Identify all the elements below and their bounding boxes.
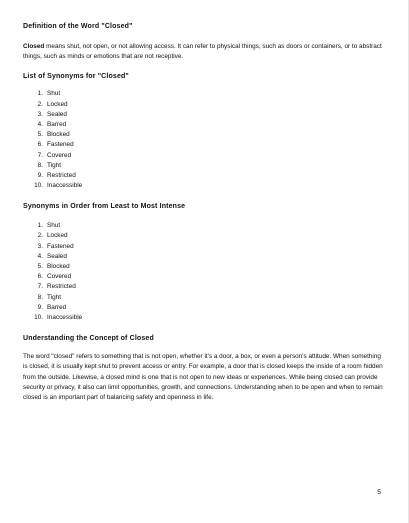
list-item-label: Blocked (47, 131, 70, 139)
list-item-label: Sealed (47, 110, 67, 118)
list-item-number: 5. (37, 263, 43, 271)
list-item (23, 181, 387, 191)
page-content (23, 22, 387, 403)
list-item-label: Fastened (47, 242, 74, 250)
list-item-label: Sealed (47, 252, 67, 260)
list-item-label: Barred (47, 303, 67, 311)
list-item-number: 1. (37, 90, 43, 98)
list-item (23, 242, 387, 252)
list-item-number: 8. (37, 161, 43, 169)
list-item (23, 89, 387, 99)
list-item-number: 7. (37, 283, 43, 291)
list-item-label: Inaccessible (47, 313, 83, 321)
definition-heading: Definition of the Word "Closed" (23, 23, 133, 30)
list-item-number: 2. (37, 100, 43, 108)
list-item-label: Shut (47, 90, 61, 98)
ordered-synonyms-list (23, 221, 387, 323)
list-item-number: 1. (37, 222, 43, 230)
list-item (23, 293, 387, 303)
list-item (23, 262, 387, 272)
list-item-label: Shut (47, 222, 61, 230)
list-item (23, 100, 387, 110)
synonyms-heading: List of Synonyms for "Closed" (23, 73, 129, 81)
synonyms-list (23, 89, 387, 191)
list-item-label: Covered (47, 151, 72, 159)
definition-body: means shut, not open, or not allowing access. It can refer to physical things, such as doors or containers, or to abstract things, such as minds or emotions that are not receptive. (23, 43, 382, 61)
list-item-label: Restricted (47, 283, 76, 291)
page-number: 5 (377, 489, 381, 496)
list-item (23, 140, 387, 150)
list-item-number: 4. (37, 120, 43, 128)
list-item-label: Covered (47, 273, 72, 281)
list-item-label: Locked (47, 232, 68, 240)
list-item (23, 151, 387, 161)
ordered-synonyms-heading: Synonyms in Order from Least to Most Intense (23, 203, 186, 211)
list-item (23, 161, 387, 171)
list-item (23, 110, 387, 120)
list-item-label: Blocked (47, 263, 70, 271)
list-item (23, 252, 387, 262)
list-item-number: 4. (37, 252, 43, 260)
list-item-number: 3. (37, 242, 43, 250)
list-item-number: 9. (37, 303, 43, 311)
list-item (23, 282, 387, 292)
list-item (23, 171, 387, 181)
list-item (23, 130, 387, 140)
list-item-label: Tight (47, 161, 61, 169)
list-item-label: Inaccessible (47, 182, 83, 190)
list-item-number: 10. (34, 182, 43, 190)
list-item-number: 6. (37, 141, 43, 149)
list-item-number: 8. (37, 293, 43, 301)
list-item (23, 120, 387, 130)
list-item (23, 221, 387, 231)
list-item-label: Restricted (47, 171, 76, 179)
list-item-label: Locked (47, 100, 68, 108)
list-item-label: Barred (47, 120, 67, 128)
list-item-number: 6. (37, 273, 43, 281)
list-item-number: 3. (37, 110, 43, 118)
list-item-number: 7. (37, 151, 43, 159)
understanding-heading: Understanding the Concept of Closed (23, 335, 154, 343)
list-item (23, 272, 387, 282)
list-item (23, 303, 387, 313)
list-item-number: 5. (37, 131, 43, 139)
list-item-number: 2. (37, 232, 43, 240)
list-item-label: Tight (47, 293, 61, 301)
understanding-paragraph: The word "closed" refers to something that is not open, whether it's a door, a box, or even a person's attitude. When something is closed, it is usually kept shut to prevent access or entry. For example, a door that is closed keeps the inside of a room hidden from the outside. Likewise, a closed mind is one that is not open to new ideas or experiences. While being closed can provide security or privacy, it also can limit opportunities, growth, and connections. Understanding when to be open and when to remain closed is an important part of balancing safety and openness in life. (23, 353, 383, 401)
list-item-number: 9. (37, 171, 43, 179)
definition-term: Closed (23, 43, 45, 50)
list-item (23, 313, 387, 323)
list-item (23, 231, 387, 241)
list-item-number: 10. (34, 313, 43, 321)
list-item-label: Fastened (47, 141, 74, 149)
definition-paragraph (23, 42, 387, 62)
